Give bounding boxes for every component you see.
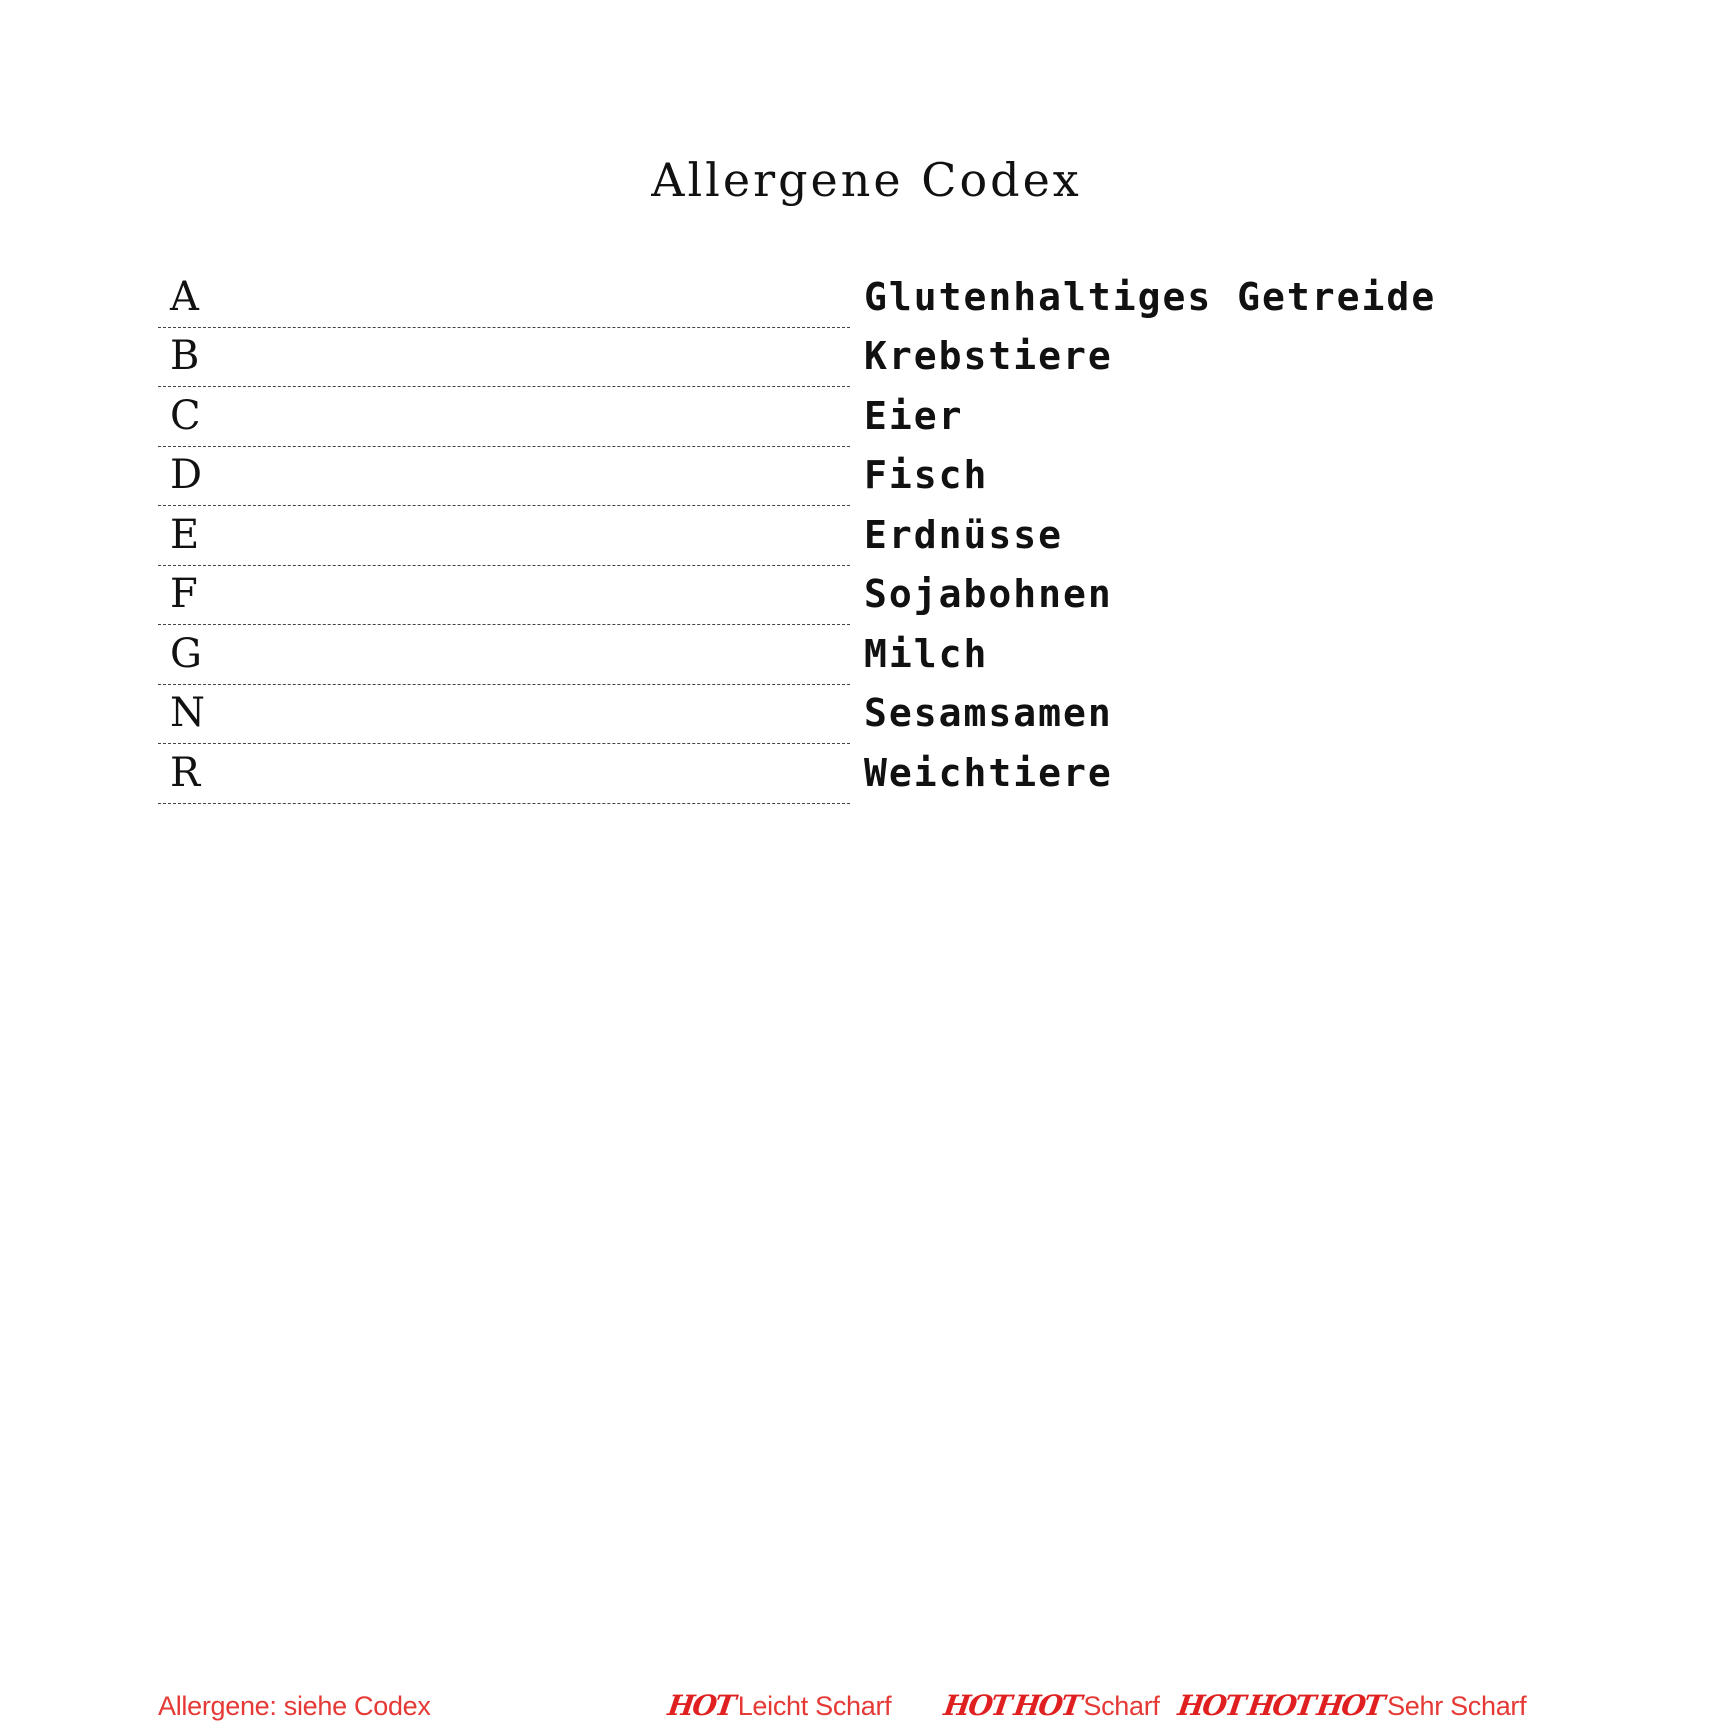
hot-icon: HOT xyxy=(1315,1689,1386,1722)
hot-icon: HOT xyxy=(1011,1689,1082,1722)
hot-icon: HOT xyxy=(1245,1689,1316,1722)
allergen-code: D xyxy=(170,452,203,498)
codex-row xyxy=(158,387,1458,447)
page-title: Allergene Codex xyxy=(651,153,1082,207)
allergen-code: R xyxy=(170,749,201,796)
allergen-name: Krebstiere xyxy=(864,334,1113,378)
spice-level-mild xyxy=(665,1688,892,1724)
allergen-code: N xyxy=(170,690,205,736)
allergen-code: B xyxy=(170,333,200,379)
allergen-name: Sojabohnen xyxy=(864,572,1113,616)
allergen-code: A xyxy=(170,273,199,320)
codex-row xyxy=(158,506,1458,566)
allergen-code: F xyxy=(170,571,198,617)
codex-row xyxy=(158,625,1458,685)
spice-level-medium xyxy=(941,1688,1160,1724)
page-footer xyxy=(0,1688,1733,1724)
allergen-codex-table xyxy=(158,268,1458,804)
dashed-divider xyxy=(158,803,850,804)
spice-level-hot xyxy=(1175,1688,1527,1724)
spice-level-label: Leicht Scharf xyxy=(737,1691,892,1721)
allergen-name: Weichtiere xyxy=(864,750,1113,795)
hot-icon: HOT xyxy=(1175,1689,1247,1722)
codex-row xyxy=(158,328,1458,388)
allergen-code: E xyxy=(170,511,200,558)
allergen-code: C xyxy=(170,392,201,439)
codex-row xyxy=(158,447,1458,507)
allergen-name: Glutenhaltiges Getreide xyxy=(864,274,1437,319)
spice-level-label: Sehr Scharf xyxy=(1387,1691,1527,1721)
spice-level-label: Scharf xyxy=(1083,1691,1160,1721)
allergen-code: G xyxy=(170,630,202,677)
codex-row xyxy=(158,685,1458,745)
allergen-name: Eier xyxy=(864,393,964,438)
codex-row xyxy=(158,744,1458,804)
allergen-name: Sesamsamen xyxy=(864,691,1113,735)
hot-icon: HOT xyxy=(665,1689,737,1722)
allergen-footer-note: Allergene: siehe Codex xyxy=(158,1691,431,1721)
codex-row xyxy=(158,268,1458,328)
allergen-name: Fisch xyxy=(864,453,989,497)
codex-row xyxy=(158,566,1458,626)
hot-icon: HOT xyxy=(941,1689,1013,1722)
allergen-name: Erdnüsse xyxy=(864,512,1064,557)
allergen-name: Milch xyxy=(864,631,989,676)
